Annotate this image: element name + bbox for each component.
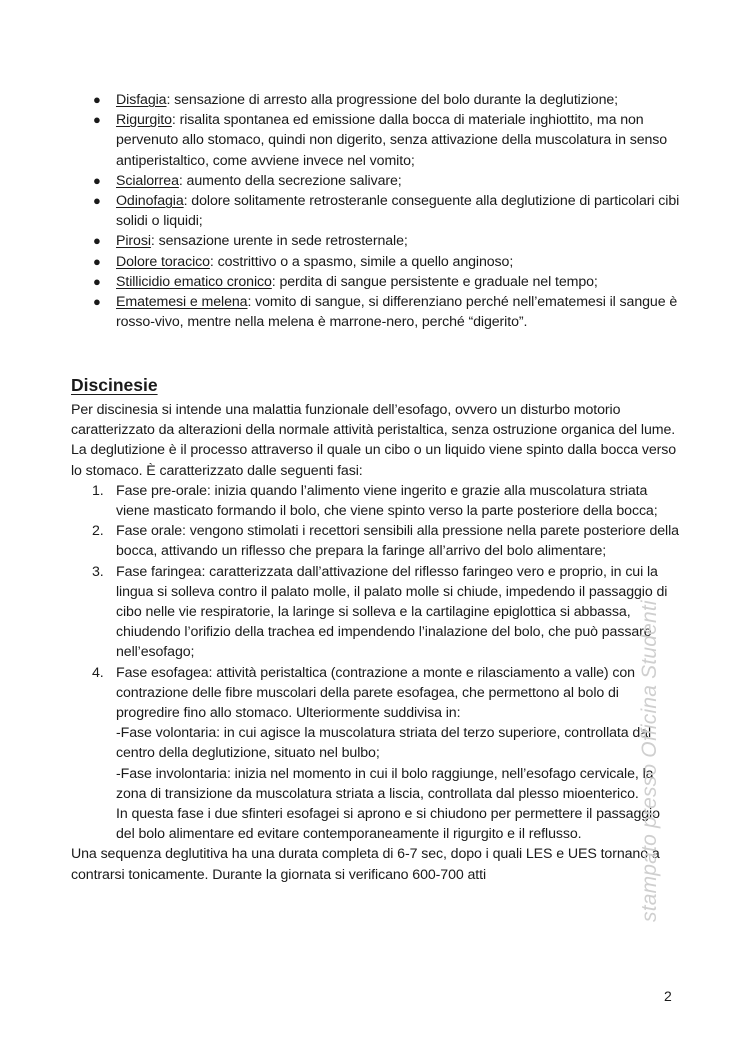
term-pirosi: Pirosi	[116, 233, 151, 250]
list-item	[71, 663, 681, 845]
item-text: Fase faringea: caratterizzata dall’attivazione del riflesso faringeo vero e proprio, in cui la lingua si solleva contro il palato molle, il palato molle si chiude, impedendo il passaggio di cibo nelle vie respiratorie, la laringe si solleva e la cartilagine epiglottica si abbassa, chiudendo l’orifizio della trachea ed impendendo l’inalazione del bolo, che può passare nell’esofago;	[116, 563, 668, 661]
closing-paragraph: Una sequenza deglutitiva ha una durata completa di 6-7 sec, dopo i quali LES e UES tornano a contrarsi tonicamente. Durante la giornata si verificano 600-700 atti	[71, 846, 660, 883]
item-text: : costrittivo o a spasmo, simile a quello anginoso;	[209, 253, 514, 270]
list-item	[92, 90, 682, 110]
phase-list	[71, 481, 681, 845]
item-text: : vomito di sangue, si differenziano perché nell’ematemesi il sangue è rosso-vivo, mentre nella melena è marrone-nero, perché “digerito”.	[116, 294, 678, 331]
list-item	[92, 191, 682, 231]
item-text: Fase pre-orale: inizia quando l’alimento viene ingerito e grazie alla muscolatura striata viene masticato formando il bolo, che viene spinto verso la parte posteriore della bocca;	[116, 482, 658, 520]
list-item	[71, 481, 681, 521]
page-number: 2	[664, 988, 672, 1004]
list-item	[92, 252, 682, 272]
item-text: : risalita spontanea ed emissione dalla bocca di materiale inghiottito, ma non pervenuto allo stomaco, quindi non digerito, senza attivazione della muscolatura in senso antiperistaltico, come avviene invece nel vomito;	[116, 112, 668, 169]
subphase-text: In questa fase i due sfinteri esofagei si aprono e si chiudono per permettere il passaggio del bolo alimentare ed evitare contemporaneamente il rigurgito e il reflusso.	[116, 806, 660, 843]
bullet-icon: ●	[93, 273, 101, 289]
section-body	[71, 400, 681, 885]
term-rigurgito: Rigurgito	[116, 112, 172, 129]
term-ematemesi: Ematemesi e melena	[116, 294, 248, 311]
item-text: : sensazione di arresto alla progressione del bolo durante la deglutizione;	[166, 92, 618, 108]
list-item	[92, 110, 682, 171]
term-odinofagia: Odinofagia	[116, 193, 184, 210]
term-scialorrea: Scialorrea	[116, 172, 179, 189]
subphase-text: -Fase volontaria: in cui agisce la muscolatura striata del terzo superiore, controllata dal centro della deglutizione, situato nel bulbo;	[116, 725, 652, 762]
bullet-icon: ●	[93, 112, 101, 128]
intro-paragraph: La deglutizione è il processo attraverso il quale un cibo o un liquido viene spinto dalla bocca verso lo stomaco. È caratterizzato dalle seguenti fasi:	[71, 442, 677, 479]
item-text: Fase esofagea: attività peristaltica (contrazione a monte e rilasciamento a valle) con contrazione delle fibre muscolari della parete esofagea, che permettono al bolo di progredire fino allo stomaco. Ulteriormente suddivisa in:	[116, 664, 635, 722]
section-heading: Discinesie	[71, 375, 158, 395]
bullet-icon: ●	[93, 172, 101, 188]
list-item	[71, 521, 681, 561]
bullet-icon: ●	[93, 193, 101, 209]
intro-paragraph: Per discinesia si intende una malattia funzionale dell’esofago, ovvero un disturbo motorio caratterizzato da alterazioni della normale attività peristaltica, senza ostruzione organica del lume.	[71, 402, 676, 439]
list-item	[92, 171, 682, 191]
bullet-icon: ●	[93, 233, 101, 249]
list-item	[92, 292, 682, 332]
bullet-icon: ●	[93, 253, 101, 269]
item-number: 1.	[92, 482, 104, 499]
list-item	[71, 562, 681, 663]
term-stillicidio: Stillicidio ematico cronico	[116, 273, 272, 290]
list-item	[92, 272, 682, 292]
watermark: stampato presso Officina Studenti	[638, 600, 661, 922]
subphase-text: -Fase involontaria: inizia nel momento in cui il bolo raggiunge, nell’esofago cervicale, la zona di transizione da muscolatura striata a liscia, controllata dal plesso mioenterico.	[116, 765, 654, 802]
item-text: : dolore solitamente retrosteranle conseguente alla deglutizione di particolari cibi solidi o liquidi;	[116, 193, 680, 230]
symptom-list	[92, 90, 682, 332]
term-dolore-toracico: Dolore toracico	[116, 253, 210, 270]
item-number: 4.	[92, 664, 104, 681]
list-item	[92, 231, 682, 251]
item-text: : sensazione urente in sede retrosternale;	[150, 233, 408, 250]
bullet-icon: ●	[93, 294, 101, 310]
item-number: 3.	[92, 563, 104, 580]
item-text: Fase orale: vengono stimolati i recettori sensibili alla pressione nella parete posteriore della bocca, attivando un riflesso che prepara la faringe all’arrivo del bolo alimentare;	[116, 523, 679, 560]
item-text: : perdita di sangue persistente e graduale nel tempo;	[271, 273, 598, 290]
term-disfagia: Disfagia	[116, 92, 167, 108]
bullet-icon: ●	[93, 92, 101, 107]
item-number: 2.	[92, 523, 104, 540]
item-text: : aumento della secrezione salivare;	[178, 172, 402, 189]
